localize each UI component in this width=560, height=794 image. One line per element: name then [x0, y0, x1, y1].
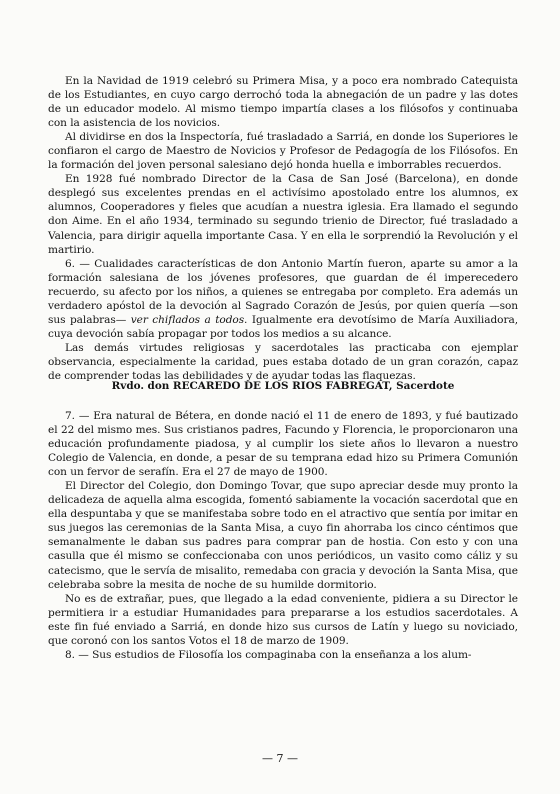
quoted-phrase: ver chiflados a todos. [130, 313, 248, 326]
paragraph-director-tovar: El Director del Colegio, don Domingo Tovar, que supo apreciar desde muy pronto la delicadeza de aquella alma escogida, fomentó sabiamente la vocación sacerdotal que en ella despuntaba y que se manifestaba sobre todo en el atractivo que sentía por imitar en sus juegos las ceremonias de la Santa Misa, a cuyo fin ahorraba los cinco céntimos que semanalmente le daban sus padres para comprar pan de hostia. Con esto y con una casulla que él mismo se confeccionaba con unos periódicos, un vasito como cáliz y su catecismo, que le servía de misalito, remedaba con gracia y devoción la Santa Misa, que celebraba sobre la mesita de noche de su humilde dormitorio. [48, 480, 518, 591]
paragraph-first-mass: En la Navidad de 1919 celebró su Primera Misa, y a poco era nombrado Catequista de los Estudiantes, en cuyo cargo derrochó toda la abnegación de un padre y las dotes de un educador modelo. Al mismo tiempo impartía clases a los filósofos y continuaba con la asistencia de los novicios. [48, 75, 518, 130]
biography-continued [48, 74, 518, 383]
section-heading: Rvdo. don RECAREDO DE LOS RIOS FABREGAT, Sacerdote [111, 380, 455, 392]
paragraph-section-7: 7. — Era natural de Bétera, en donde nació el 11 de enero de 1893, y fué bautizado el 22 del mismo mes. Sus cristianos padres, Facundo y Florencia, le proporcionaron una educación profundamente piadosa, y al cumplir los siete años lo llevaron a nuestro Colegio de Valencia, en donde, a pesar de su temprana edad hizo su Primera Comunión con un fervor de serafín. Era el 27 de mayo de 1900. [48, 410, 518, 479]
paragraph-section-6: 6. — Cualidades características de don Antonio Martín fueron, aparte su amor a la formación salesiana de los jóvenes profesores, que guardan de él imperecedero recuerdo, su afecto por los niños, a quienes se entregaba por completo. Era además un verdadero apóstol de la devoción al Sagrado Corazón de Jesús, por quien quería —son sus palabras— ver chiflados a todos. Igualmente era devotísimo de María Auxiliadora, cuya devoción sabía propagar por todos los medios a su alcance. [48, 257, 519, 340]
paragraph-humanities: No es de extrañar, pues, que llegado a la edad conveniente, pidiera a su Director le permitiera ir a estudiar Humanidades para prepararse a los estudios sacerdotales. A este fin fué enviado a Sarriá, en donde hizo sus cursos de Latín y luego su noviciado, que coronó con los santos Votos el 18 de marzo de 1909. [48, 592, 518, 647]
paragraph-section-8: 8. — Sus estudios de Filosofía los compaginaba con la enseñanza a los alum- [65, 648, 472, 661]
biography-new-section [48, 409, 518, 662]
paragraph-director-barcelona: En 1928 fué nombrado Director de la Casa de San José (Barcelona), en donde desplegó sus excelentes prendas en el activísimo apostolado entre los alumnos, ex alumnos, Cooperadores y fieles que acudían a nuestra iglesia. Era llamado el segundo don Aime. En el año 1934, terminado su segundo trienio de Director, fué trasladado a Valencia, para dirigir aquella importante Casa. Y en ella le sorprendió la Revolución y el martirio. [48, 173, 518, 256]
paragraph-sarria-novices: Al dividirse en dos la Inspectoría, fué trasladado a Sarriá, en donde los Superiores le confiaron el cargo de Maestro de Novicios y Profesor de Pedagogía de los Filósofos. En la formación del joven personal salesiano dejó honda huella e imborrables recuerdos. [48, 131, 518, 172]
page-number: — 7 — [262, 752, 298, 765]
paragraph-virtues: Las demás virtudes religiosas y sacerdotales las practicaba con ejemplar observancia, especialmente la caridad, pues estaba dotado de un gran corazón, capaz de comprender todas las debilidades y de ayudar todas las flaquezas. [48, 341, 518, 382]
